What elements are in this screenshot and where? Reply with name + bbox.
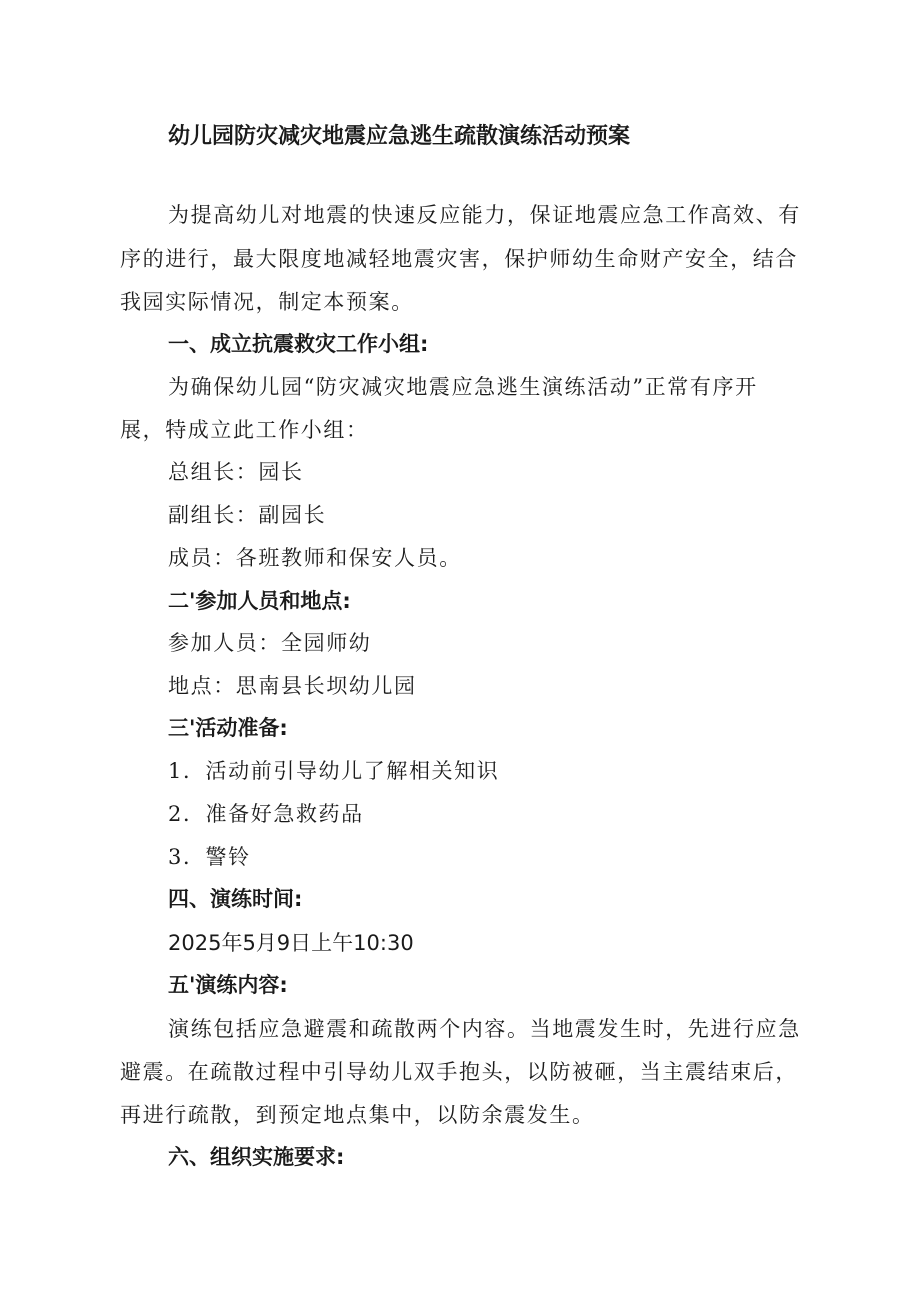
section2-heading: 二'参加人员和地点: [168,589,351,613]
section5-body-line-3: 再进行疏散，到预定地点集中，以防余震发生。 [120,1103,595,1127]
location: 地点：思南县长坝幼儿园 [168,674,417,698]
intro-line-1: 为提高幼儿对地震的快速反应能力，保证地震应急工作高效、有 [168,203,801,227]
section1-body-line-2: 展，特成立此工作小组： [120,418,369,442]
section3-heading: 三'活动准备: [168,716,288,740]
preparation-item-3: 3．警铃 [168,845,251,869]
section6-heading: 六、组织实施要求: [168,1145,345,1169]
section1-body-line-1: 为确保幼儿园“防灾减灾地震应急逃生演练活动”正常有序开 [168,375,758,399]
document-title: 幼儿园防灾减灾地震应急逃生疏散演练活动预案 [168,124,631,149]
section5-body-line-2: 避震。在疏散过程中引导幼儿双手抱头，以防被砸，当主震结束后， [120,1060,798,1084]
drill-time: 2025年5月9日上午10:30 [168,931,414,955]
participants: 参加人员：全园师幼 [168,631,372,655]
section5-heading: 五'演练内容: [168,973,288,997]
preparation-item-2: 2．准备好急救药品 [168,802,364,826]
intro-line-3: 我园实际情况，制定本预案。 [120,290,414,314]
group-leader: 总组长：园长 [168,460,304,484]
group-deputy: 副组长：副园长 [168,503,327,527]
section5-body-line-1: 演练包括应急避震和疏散两个内容。当地震发生时，先进行应急 [168,1017,801,1041]
preparation-item-1: 1．活动前引导幼儿了解相关知识 [168,759,500,783]
intro-line-2: 序的进行，最大限度地减轻地震灾害，保护师幼生命财产安全，结合 [120,247,798,271]
section1-heading: 一、成立抗震救灾工作小组: [168,332,429,356]
section4-heading: 四、演练时间: [168,887,303,911]
group-members: 成员：各班教师和保安人员。 [168,546,462,570]
